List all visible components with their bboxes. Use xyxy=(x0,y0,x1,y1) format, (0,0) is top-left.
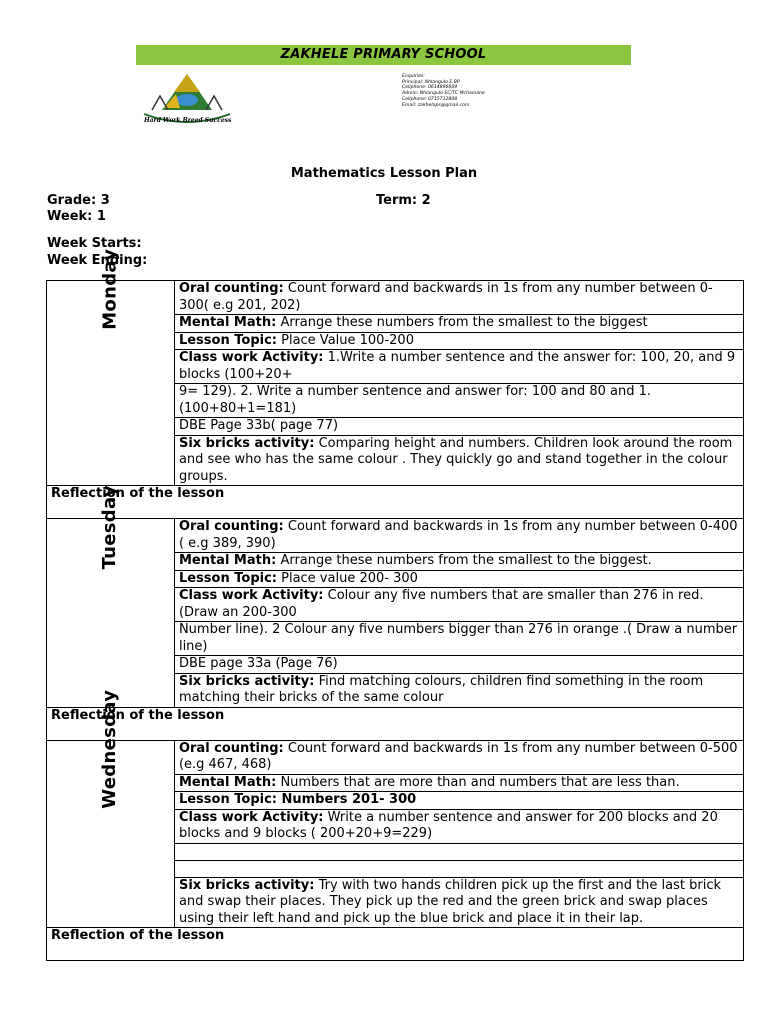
row-label: Lesson Topic: xyxy=(178,570,277,586)
reflection-cell: Reflection of the lesson xyxy=(47,486,744,519)
contact-line: Cellphone: 0614896609 xyxy=(402,85,458,91)
row-text: Arrange these numbers from the smallest to the biggest xyxy=(276,315,648,330)
day-label: Wednesday xyxy=(99,689,121,809)
lesson-row xyxy=(47,740,744,774)
row-label: Six bricks activity: xyxy=(178,673,315,689)
row-label: Mental Math: xyxy=(178,553,277,568)
week-ending-label: Week Ending: xyxy=(47,253,148,268)
row-text: Number line). 2 Colour any five numbers bigger than 276 in orange .( Draw a number line) xyxy=(178,622,738,654)
reflection-row xyxy=(47,486,744,519)
row-label: Mental Math: xyxy=(178,774,277,790)
lesson-cell xyxy=(174,570,743,588)
lesson-cell xyxy=(174,435,743,486)
document-title: Mathematics Lesson Plan xyxy=(290,166,478,181)
row-text: Colour any five numbers that are smaller than 276 in red. (Draw an 200-300 xyxy=(178,588,704,620)
lesson-cell xyxy=(174,332,743,350)
row-text: Place value 200- 300 xyxy=(276,570,418,586)
lesson-cell xyxy=(174,740,743,774)
row-text: 1.Write a number sentence and the answer for: 100, 20, and 9 blocks (100+20+ xyxy=(178,350,736,382)
lesson-cell xyxy=(174,588,743,622)
lesson-cell xyxy=(174,792,743,810)
row-text: Numbers that are more than and numbers that are less than. xyxy=(276,774,680,790)
contact-line: Email: zakhelaps@gmail.com xyxy=(402,102,470,108)
row-label: Class work Activity: xyxy=(178,588,324,603)
lesson-cell xyxy=(174,418,743,436)
row-label: Oral counting: xyxy=(178,519,284,534)
lesson-cell xyxy=(174,519,743,553)
reflection-cell: Reflection of the lesson xyxy=(47,707,744,740)
contact-line: Cellphone: 0715712808 xyxy=(402,96,458,102)
lesson-row xyxy=(47,519,744,553)
lesson-cell xyxy=(174,673,743,707)
row-text: Count forward and backwards in 1s from any number between 0-400 ( e.g 389, 390) xyxy=(178,519,738,551)
row-text: DBE Page 33b( page 77) xyxy=(178,418,339,433)
row-text: Count forward and backwards in 1s from any number between 0-500 (e.g 467, 468) xyxy=(178,740,738,772)
row-label: Mental Math: xyxy=(178,315,277,330)
contact-line: Principal: Nhlangulo E.BP xyxy=(402,79,460,85)
lesson-cell xyxy=(174,622,743,656)
contact-line: Admin: Nhlangulo EC/TC Mchamane xyxy=(402,91,485,97)
row-text: Place Value 100-200 xyxy=(276,332,414,348)
day-label: Tuesday xyxy=(99,485,121,570)
reflection-cell: Reflection of the lesson xyxy=(47,928,744,961)
lesson-cell xyxy=(174,877,743,928)
row-label: Class work Activity: xyxy=(178,809,324,825)
term-label: Term: 2 xyxy=(376,193,431,208)
row-text: DBE page 33a (Page 76) xyxy=(178,656,338,671)
reflection-row xyxy=(47,707,744,740)
grade-label: Grade: 3 xyxy=(47,193,110,208)
lesson-cell xyxy=(174,315,743,333)
school-motto: Hard Work Breed Success xyxy=(144,117,232,124)
lesson-row xyxy=(47,281,744,315)
row-text: Try with two hands children pick up the first and the last brick and swap their places. They pick up the red and the green brick and swap places using their left hand and pick up the blue brick and place it in their lap. xyxy=(178,877,722,926)
lesson-cell xyxy=(174,350,743,384)
row-text: Arrange these numbers from the smallest to the biggest. xyxy=(276,553,652,568)
row-label: Class work Activity: xyxy=(178,350,324,365)
week-starts-label: Week Starts: xyxy=(47,236,142,251)
lesson-cell xyxy=(174,656,743,674)
week-label: Week: 1 xyxy=(47,209,106,224)
row-text: Count forward and backwards in 1s from any number between 0- 300( e.g 201, 202) xyxy=(178,281,713,313)
lesson-cell xyxy=(174,553,743,571)
row-label: Lesson Topic: Numbers 201- 300 xyxy=(178,792,417,807)
lesson-cell xyxy=(174,774,743,792)
row-text: Write a number sentence and answer for 200 blocks and 20 blocks and 9 blocks ( 200+20+9=229) xyxy=(178,809,718,841)
lesson-cell xyxy=(174,809,743,843)
day-label: Monday xyxy=(99,248,121,330)
lesson-cell xyxy=(174,860,743,877)
lesson-cell xyxy=(174,281,743,315)
row-text: Comparing height and numbers. Children look around the room and see who has the same colour . They quickly go and stand together in the colour groups. xyxy=(178,435,733,484)
row-text: Find matching colours, children find something in the room matching their bricks of the same colour xyxy=(178,673,704,705)
row-label: Oral counting: xyxy=(178,740,284,756)
row-label: Lesson Topic: xyxy=(178,332,277,348)
reflection-row xyxy=(47,928,744,961)
contact-info xyxy=(402,74,485,108)
row-label: Six bricks activity: xyxy=(178,435,315,451)
lesson-cell xyxy=(174,843,743,860)
lesson-cell xyxy=(174,384,743,418)
contact-line: Enquiries: xyxy=(402,74,425,79)
row-label: Oral counting: xyxy=(178,281,284,296)
row-text: 9= 129). 2. Write a number sentence and answer for: 100 and 80 and 1. (100+80+1=181) xyxy=(178,384,652,416)
school-name-banner: ZAKHELE PRIMARY SCHOOL xyxy=(136,45,631,65)
row-label: Six bricks activity: xyxy=(178,877,315,893)
